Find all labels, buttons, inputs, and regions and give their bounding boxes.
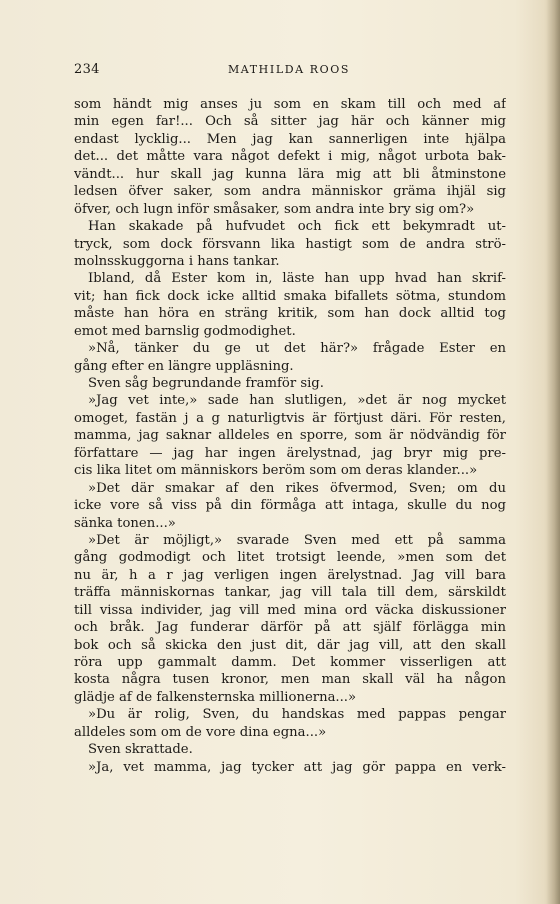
text-line: »Nå, tänker du ge ut det här?» frågade Ester en (88, 341, 506, 357)
text-line: Han skakade på hufvudet och fick ett bekymradt ut- (88, 219, 506, 235)
text-line: författare — jag har ingen ärelystnad, jag bryr mig pre- (74, 445, 506, 461)
text-line: endast lycklig... Men jag kan sannerligen inte hjälpa (74, 131, 506, 147)
text-line: gång efter en längre uppläsning. (74, 358, 294, 374)
text-line: nu är, h a r jag verligen ingen ärelystnad. Jag vill bara (74, 567, 506, 583)
text-line: Sven skrattade. (88, 742, 193, 758)
page-spine-shadow (546, 0, 560, 904)
text-line: tryck, som dock försvann lika hastigt som de andra strö- (74, 236, 506, 252)
text-line: cis lika litet om människors beröm som om deras klander...» (74, 463, 478, 479)
text-line: måste han höra en sträng kritik, som han dock alltid tog (74, 306, 506, 322)
text-line: röra upp gammalt damm. Det kommer visserligen att (74, 655, 506, 670)
text-line: molnsskuggorna i hans tankar. (74, 253, 280, 269)
text-line: vit; han fick dock icke alltid smaka bifallets sötma, stundom (74, 288, 506, 304)
text-line: »Det där smakar af den rikes öfvermod, Sven; om du (88, 480, 506, 496)
text-line: »Ja, vet mamma, jag tycker att jag gör pappa en verk- (88, 759, 506, 775)
text-line: och bråk. Jag funderar därför på att själf förlägga min (74, 620, 506, 636)
text-line: »Det är möjligt,» svarade Sven med ett på samma (88, 532, 506, 548)
text-line: »Du är rolig, Sven, du handskas med pappas pengar (88, 707, 506, 723)
text-line: till vissa individer, jag vill med mina ord väcka diskussioner (74, 602, 506, 618)
text-line: omoget, fastän j a g naturligtvis är förtjust däri. För resten, (74, 410, 506, 426)
text-line: öfver, och lugn inför småsaker, som andra inte bry sig om?» (74, 201, 475, 217)
body-text (74, 96, 506, 776)
text-line: glädje af de falkensternska millionerna...» (74, 689, 357, 705)
text-line: det... det måtte vara något defekt i mig, något urbota bak- (74, 149, 506, 165)
text-line: ledsen öfver saker, som andra människor gräma ihjäl sig (74, 184, 506, 200)
text-line: som händt mig anses ju som en skam till och med af (74, 97, 506, 112)
text-line: sänka tonen...» (74, 515, 176, 531)
text-line: vändt... hur skall jag kunna lära mig att bli åtminstone (74, 166, 506, 182)
text-line: kosta några tusen kronor, men man skall väl ha någon (74, 672, 506, 688)
text-line: bok och så skicka den just dit, där jag vill, att den skall (74, 637, 506, 653)
text-line: Ibland, då Ester kom in, läste han upp hvad han skrif- (88, 271, 506, 287)
running-head: MATHILDA ROOS (227, 63, 351, 76)
text-line: emot med barnslig godmodighet. (74, 323, 296, 339)
text-line: alldeles som om de vore dina egna...» (74, 724, 327, 740)
text-line: gång godmodigt och litet trotsigt leende, »men som det (74, 550, 506, 566)
text-line: icke vore så viss på din förmåga att intaga, skulle du nog (74, 498, 506, 514)
text-line: »Jag vet inte,» sade han slutligen, »det är nog mycket (88, 393, 506, 409)
page-header (74, 62, 504, 82)
text-line: Sven såg begrundande framför sig. (88, 376, 324, 391)
page-number: 234 (74, 62, 100, 77)
text-line: mamma, jag saknar alldeles en sporre, som är nödvändig för (74, 428, 506, 444)
text-line: träffa människornas tankar, jag vill tala till dem, särskildt (74, 585, 506, 601)
text-line: min egen far!... Och så sitter jag här och känner mig (74, 114, 506, 130)
